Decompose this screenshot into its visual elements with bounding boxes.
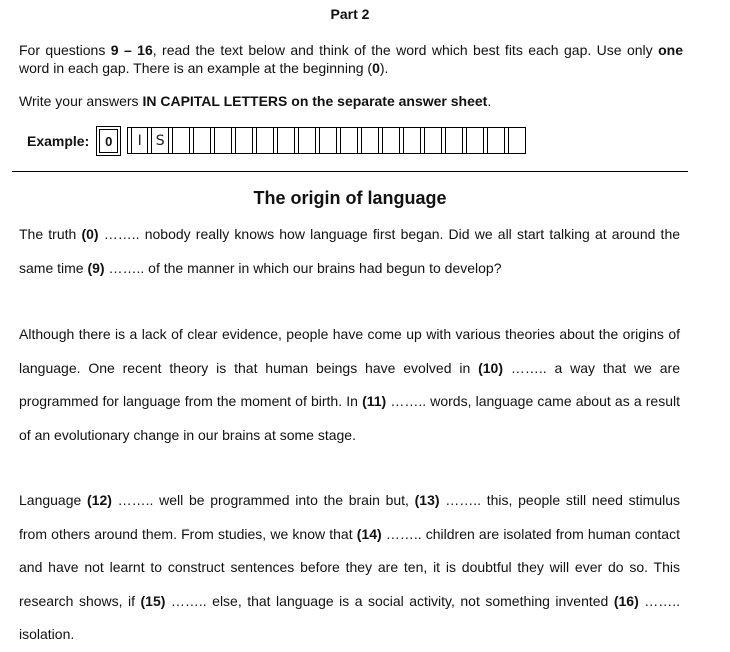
gap-dots: …….. (385, 525, 422, 542)
answer-cell (148, 127, 169, 154)
gap-14: (14) (356, 525, 382, 542)
gap-10: (10) (478, 359, 503, 376)
divider (12, 171, 688, 172)
answer-cell-letter (319, 128, 336, 153)
example-label: Example: (27, 133, 90, 149)
answer-cell (190, 127, 211, 154)
gap-13: (13) (414, 492, 440, 508)
answer-cell-letter: S (151, 128, 168, 153)
gap-16: (16) (613, 592, 639, 609)
example-number-box: 0 (99, 129, 118, 153)
answer-cell (421, 127, 442, 154)
text-title: The origin of language (253, 188, 447, 208)
answer-cell (316, 127, 337, 154)
answer-cell-letter (508, 128, 525, 153)
answer-instructions: Write your answers IN CAPITAL LETTERS on the separate answer sheet. (19, 93, 492, 109)
answer-cell-letter (256, 128, 273, 153)
answer-cell-letter (298, 128, 315, 153)
gap-12: (12) (87, 492, 112, 508)
answer-cell (169, 127, 190, 154)
gap-11: (11) (362, 393, 387, 409)
answer-cell-letter (487, 128, 504, 153)
answer-cell-letter (445, 128, 462, 153)
answer-cell (379, 127, 400, 154)
answer-cell-letter (382, 128, 399, 153)
answer-cell (274, 127, 295, 154)
gap-dots: …….. (445, 492, 482, 508)
answer-cell-letter (340, 128, 357, 153)
answer-cell-letter (214, 128, 231, 153)
paragraph-2: Although there is a lack of clear evidence, people have come up with various theories about the origins of language. One recent theory is that human beings have evolved in (10) …….. a way that we are programmed for language from the moment of birth. In (11) …….. words, language came about as a result of an evolutionary change in our brains at some stage. (19, 326, 680, 443)
answer-cell-letter: I (131, 128, 147, 153)
answer-cell (358, 127, 379, 154)
answer-cell (253, 127, 274, 154)
answer-cell (295, 127, 316, 154)
part-title: Part 2 (330, 6, 370, 22)
answer-cell (232, 127, 253, 154)
answer-cell-letter (424, 128, 441, 153)
answer-cell-letter (235, 128, 252, 153)
example-row (27, 127, 526, 155)
answer-cell-letter (193, 128, 210, 153)
answer-cell-letter (172, 128, 189, 153)
gap-dots: …….. (103, 226, 140, 242)
answer-cell (505, 127, 526, 154)
answer-cell (463, 127, 484, 154)
answer-cell (400, 127, 421, 154)
answer-cell-letter (277, 128, 294, 153)
gap-dots: …….. (170, 592, 207, 609)
gap-dots: …….. (510, 359, 547, 376)
gap-dots: …….. (108, 259, 145, 276)
gap-15: (15) (140, 592, 166, 609)
answer-cell-letter (361, 128, 378, 153)
gap-dots: …….. (117, 492, 154, 508)
answer-cell (484, 127, 505, 154)
paragraph-3: Language (12) …….. well be programmed into the brain but, (13) …….. this, people still need stimulus from others around them. From studies, we know that (14) …….. children are isolated from human contact and have not learnt to construct sentences before they are ten, it is doubtful they will ever do so. This research shows, if (15) …….. else, that language is a social activity, not something invented (16) …….. isolation. (19, 492, 681, 642)
gap-dots: …….. (644, 592, 680, 609)
answer-cell (337, 127, 358, 154)
paragraph-1: The truth (0) …….. nobody really knows how language first began. Did we all start talking at around the same time (9) …….. of the manner in which our brains had begun to develop? (19, 226, 681, 276)
answer-cell-letter (403, 128, 420, 153)
gap-dots: …….. (390, 393, 427, 409)
example-answer-cells (127, 127, 526, 155)
answer-cell (127, 127, 148, 154)
instructions: For questions 9 – 16, read the text below and think of the word which best fits each gap. Use only one word in each gap. There is an example at the beginning (0). (19, 42, 683, 76)
gap-0: (0) (81, 226, 99, 242)
answer-cell (211, 127, 232, 154)
answer-cell (442, 127, 463, 154)
gap-9: (9) (87, 259, 105, 276)
answer-cell-letter (466, 128, 483, 153)
